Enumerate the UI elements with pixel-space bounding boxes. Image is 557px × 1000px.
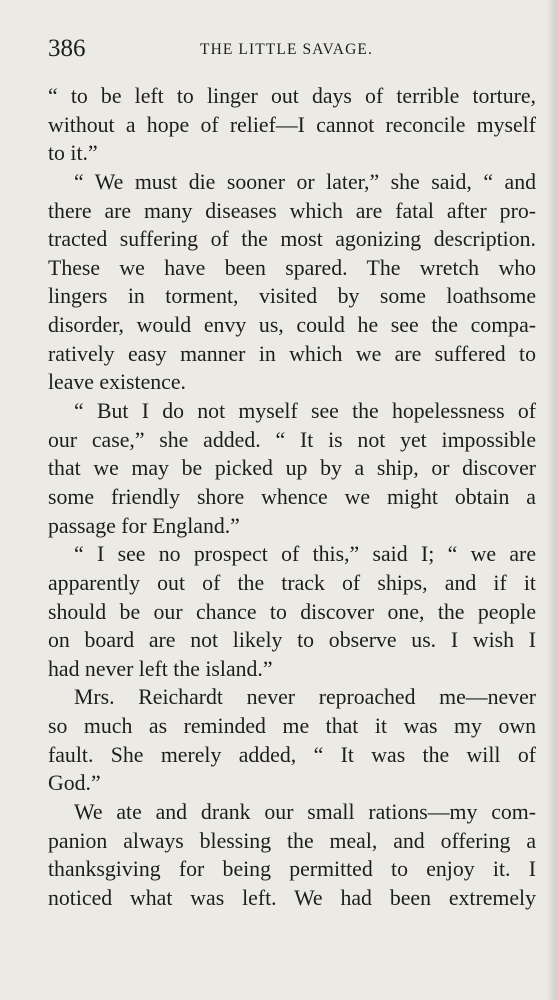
text-line: so much as reminded me that it was my own xyxy=(48,714,536,739)
text-line: should be our chance to discover one, the people xyxy=(48,599,536,624)
text-line: ratively easy manner in which we are suffered to xyxy=(48,341,536,366)
text-line: Mrs. Reichardt never reproached me—never xyxy=(74,685,536,710)
text-line: lingers in torment, visited by some loathsome xyxy=(48,284,536,309)
running-title: THE LITTLE SAVAGE. xyxy=(200,41,373,58)
text-line: “ We must die sooner or later,” she said, “ and xyxy=(74,169,536,194)
text-line: some friendly shore whence we might obtain a xyxy=(48,484,536,509)
text-line: tracted suffering of the most agonizing description. xyxy=(48,227,536,252)
text-line: “ But I do not myself see the hopelessness of xyxy=(74,399,536,424)
text-line: apparently out of the track of ships, and if it xyxy=(48,570,536,595)
text-line: passage for England.” xyxy=(48,513,240,538)
text-line: without a hope of relief—I cannot reconcile myself xyxy=(48,112,536,137)
text-line: God.” xyxy=(48,771,101,796)
text-line: on board are not likely to observe us. I wish I xyxy=(48,628,536,653)
text-line: “ I see no prospect of this,” said I; “ we are xyxy=(74,542,536,567)
text-line: that we may be picked up by a ship, or discover xyxy=(48,456,536,481)
text-line: disorder, would envy us, could he see the compa- xyxy=(48,313,536,338)
text-line: there are many diseases which are fatal after pro- xyxy=(48,198,536,223)
text-line: We ate and drank our small rations—my com- xyxy=(74,800,536,825)
text-line: noticed what was left. We had been extremely xyxy=(48,885,536,910)
text-line: leave existence. xyxy=(48,370,186,395)
text-line: thanksgiving for being permitted to enjoy it. I xyxy=(48,857,536,882)
text-line: to it.” xyxy=(48,141,98,166)
page-edge-shadow xyxy=(547,0,557,1000)
text-line: fault. She merely added, “ It was the will of xyxy=(48,742,536,767)
page-number: 386 xyxy=(48,35,86,62)
text-line: panion always blessing the meal, and offering a xyxy=(48,828,536,853)
body-text xyxy=(48,82,536,913)
text-line: had never left the island.” xyxy=(48,656,273,681)
page-header xyxy=(48,34,536,64)
text-line: “ to be left to linger out days of terrible torture, xyxy=(48,84,536,108)
text-line: These we have been spared. The wretch who xyxy=(48,255,536,280)
text-line: our case,” she added. “ It is not yet impossible xyxy=(48,427,536,452)
